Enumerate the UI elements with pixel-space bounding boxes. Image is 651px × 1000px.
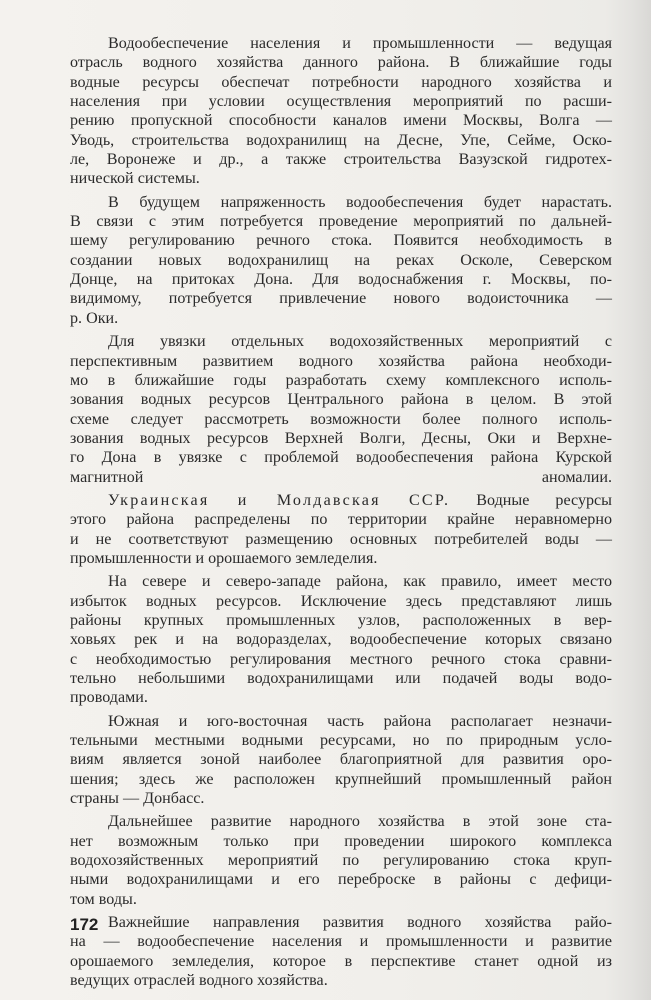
paragraph-8 xyxy=(70,913,612,990)
text-line: В связи с этим потребуется проведение мероприятий по дальней- xyxy=(70,213,612,231)
text-line: магнитной аномалии. xyxy=(70,468,612,486)
text-line: ными водохранилищами и его переброске в районы с дефици- xyxy=(70,871,612,889)
text-line: создании новых водохранилищ на реках Осколе, Северском xyxy=(70,251,612,269)
paragraph-7 xyxy=(70,812,612,909)
text-line: и не соответствуют размещению основных потребителей воды — xyxy=(70,530,612,548)
text-line: зования водных ресурсов Верхней Волги, Десны, Оки и Верхне- xyxy=(70,429,612,447)
text-line: водохозяйственных мероприятий по регулированию стока круп- xyxy=(70,852,612,870)
text-line: отрасль водного хозяйства данного района. В ближайшие годы xyxy=(70,54,612,72)
text-line: В будущем напряженность водообеспечения будет нарастать. xyxy=(108,193,612,211)
text-line: тельно небольшими водохранилищами или подачей воды водо- xyxy=(70,670,612,687)
text-line: Дальнейшее развитие народного хозяйства в этой зоне ста- xyxy=(108,813,612,831)
text-line: го Дона в увязке с проблемой водообеспечения района Курской xyxy=(70,449,612,467)
text-line: орошаемого земледелия, которое в перспективе станет одной из xyxy=(70,952,612,970)
text-line: промышленности и орошаемого земледелия. xyxy=(70,549,378,567)
paragraph-1 xyxy=(70,34,612,189)
text-line xyxy=(70,491,612,510)
text-line: шения; здесь же расположен крупнейший промышленный район xyxy=(70,770,612,788)
text-line: виям является зоной наиболее благоприятной для развития оро- xyxy=(70,751,612,769)
text-line: этого района распределены по территории крайне неравномерно xyxy=(70,511,612,529)
text-line: проводами. xyxy=(70,689,148,707)
text-line: шему регулированию речного стока. Появится необходимость в xyxy=(70,232,612,250)
text-line: Южная и юго-восточная часть района располагает незначи- xyxy=(108,712,612,730)
text-line: ле, Воронеже и др., а также строительства Вазузской гидротех- xyxy=(70,151,612,169)
text-line: с необходимостью регулирования местного речного стока сравни- xyxy=(70,650,612,668)
text-line: избыток водных ресурсов. Исключение здесь представляют лишь xyxy=(70,592,612,610)
text-fragment: Водные ресурсы xyxy=(476,491,612,509)
text-line: населения при условии осуществления мероприятий по расши- xyxy=(70,93,612,111)
section-heading: Украинская и Молдавская ССР. xyxy=(108,491,451,509)
paragraph-3 xyxy=(70,332,612,487)
text-line: рению пропускной способности каналов имени Москвы, Волга — xyxy=(70,112,612,130)
text-line: Для увязки отдельных водохозяйственных мероприятий с xyxy=(108,333,612,351)
text-line: На севере и северо-западе района, как правило, имеет место xyxy=(108,573,612,591)
text-line: зования водных ресурсов Центрального района в целом. В этой xyxy=(70,391,612,409)
text-line: Донце, на притоках Дона. Для водоснабжения г. Москвы, по- xyxy=(70,271,612,289)
page-number: 172 xyxy=(70,915,99,934)
text-line: Важнейшие направления развития водного хозяйства райо- xyxy=(108,914,612,932)
body-text xyxy=(70,34,612,991)
paragraph-2 xyxy=(70,193,612,328)
text-line: нической системы. xyxy=(70,170,200,188)
text-line: районы крупных промышленных узлов, расположенных в вер- xyxy=(70,611,612,629)
text-line: перспективным развитием водного хозяйства района необходи- xyxy=(70,352,612,370)
text-line: водные ресурсы обеспечат потребности народного хозяйства и xyxy=(70,73,612,91)
text-line: тельными местными водными ресурсами, но по природным усло- xyxy=(70,732,612,750)
paragraph-4 xyxy=(70,491,612,568)
paragraph-5 xyxy=(70,572,612,707)
text-line: ховьях рек и на водоразделах, водообеспечение которых связано xyxy=(70,631,612,649)
paragraph-6 xyxy=(70,712,612,809)
text-line: мо в ближайшие годы разработать схему комплексного исполь- xyxy=(70,371,612,389)
text-line: ведущих отраслей водного хозяйства. xyxy=(70,972,328,990)
text-line: нет возможным только при проведении широкого комплекса xyxy=(70,832,612,850)
text-line: р. Оки. xyxy=(70,309,119,327)
text-line: Водообеспечение населения и промышленности — ведущая xyxy=(108,35,612,52)
text-line: том воды. xyxy=(70,890,137,908)
text-line: Уводь, строительства водохранилищ на Десне, Упе, Сейме, Оско- xyxy=(70,131,612,149)
text-line: на — водообеспечение населения и промышленности и развитие xyxy=(70,933,612,951)
text-line: страны — Донбасс. xyxy=(70,790,205,808)
text-line: схеме следует рассмотреть возможности более полного исполь- xyxy=(70,410,612,428)
text-line: видимому, потребуется привлечение нового водоисточника — xyxy=(70,290,612,308)
